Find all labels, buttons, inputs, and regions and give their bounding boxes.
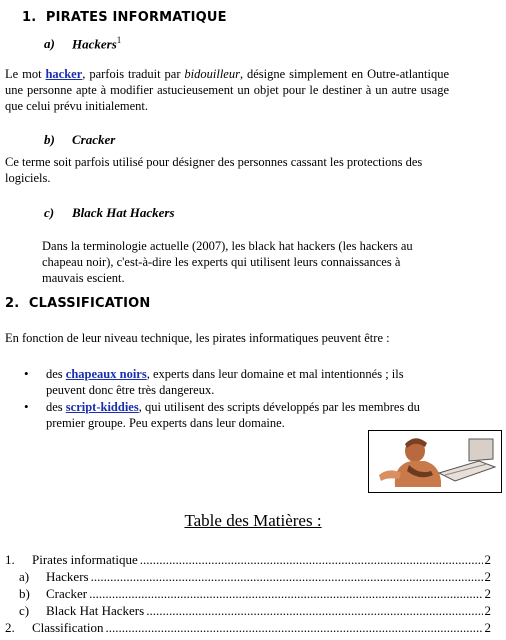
toc-entry-page: 2: [484, 569, 491, 584]
paragraph-cracker: Ce terme soit parfois utilisé pour désigner des personnes cassant les protections des logiciels.: [5, 155, 423, 185]
toc-leader-dots: [146, 602, 482, 619]
toc-leader-dots: [140, 551, 483, 568]
section-1-heading: [22, 10, 227, 25]
list-item-text: [46, 399, 444, 431]
toc-leader-dots: [91, 568, 483, 585]
bullet-dot-icon: •: [24, 366, 29, 381]
subheading-number: a): [44, 36, 55, 52]
toc-title: Table des Matières :: [184, 511, 322, 530]
list-text: , qui utilisent des scripts développés par les membres du premier groupe. Peu experts dans leur domaine.: [46, 400, 420, 430]
toc-entry-number: b): [19, 586, 30, 601]
toc-leader-dots: [106, 619, 483, 636]
paragraph-hackers: [5, 66, 449, 114]
toc-entry[interactable]: [5, 585, 491, 602]
toc-entry[interactable]: [5, 602, 491, 619]
list-item: [24, 399, 444, 431]
toc-leader-dots: [89, 585, 482, 602]
list-text: des: [46, 400, 66, 414]
link-chapeaux-noirs[interactable]: chapeaux noirs: [65, 367, 147, 381]
subheading-hackers: [44, 35, 121, 52]
link-hacker[interactable]: hacker: [45, 67, 83, 81]
monitor-shape: [469, 439, 493, 461]
subheading-title: Cracker: [72, 132, 116, 147]
paragraph-text: , désigne simplement en Outre-atlantique une personne apte à modifier astucieusement un objet pour le destiner à un autre usage que celui prévu initialement.: [5, 67, 449, 113]
toc-entry-page: 2: [484, 552, 491, 567]
toc-entry-page: 2: [484, 620, 491, 635]
paragraph-black-hat: Dans la terminologie actuelle (2007), les black hat hackers (les hackers au chapeau noir), c'est-à-dire les experts qui utilisent leurs connaissances à mauvais escient.: [42, 239, 413, 285]
paragraph-text: Le mot: [5, 67, 46, 81]
clipart-image: [369, 431, 501, 492]
link-script-kiddies[interactable]: script-kiddies: [65, 400, 139, 414]
table-of-contents: [5, 551, 491, 636]
toc-entry-label: Cracker: [46, 586, 88, 601]
section-2-heading: [5, 296, 150, 311]
toc-entry[interactable]: [5, 551, 491, 568]
bullet-dot-icon: •: [24, 399, 29, 414]
list-item: [24, 366, 444, 398]
toc-entry-number: 2.: [5, 620, 15, 635]
subheading-title: Hackers: [72, 36, 117, 52]
list-text: des: [46, 367, 66, 381]
section-1-number: 1.: [22, 10, 37, 25]
toc-entry-number: c): [19, 603, 30, 618]
toc-entry-page: 2: [484, 603, 491, 618]
subheading-cracker: [44, 132, 115, 148]
bullet-list: [24, 366, 444, 431]
subheading-number: b): [44, 132, 55, 147]
toc-entry-number: 1.: [5, 552, 15, 567]
toc-entry[interactable]: [5, 568, 491, 585]
toc-entry[interactable]: [5, 619, 491, 636]
section-2-number: 2.: [5, 296, 20, 311]
footnote-marker[interactable]: 1: [116, 35, 122, 45]
subheading-number: c): [44, 205, 55, 220]
italic-term: bidouilleur: [184, 67, 240, 81]
section-2-title: CLASSIFICATION: [28, 296, 151, 311]
toc-entry-label: Hackers: [46, 569, 89, 584]
paragraph-text: , parfois traduit par: [82, 67, 185, 81]
toc-entry-number: a): [19, 569, 30, 584]
list-item-text: [46, 366, 444, 398]
section-1-title: PIRATES INFORMATIQUE: [45, 10, 227, 25]
subheading-black-hat: [44, 205, 175, 221]
toc-entry-label: Black Hat Hackers: [46, 603, 145, 618]
toc-entry-label: Classification: [32, 620, 104, 635]
toc-entry-label: Pirates informatique: [32, 552, 138, 567]
classification-intro: En fonction de leur niveau technique, les pirates informatiques peuvent être :: [5, 331, 390, 345]
subheading-title: Black Hat Hackers: [72, 205, 175, 220]
hacker-clipart: [368, 430, 502, 493]
list-text: , experts dans leur domaine et mal intentionnés ; ils peuvent donc être très dangereux.: [46, 367, 404, 397]
toc-entry-page: 2: [484, 586, 491, 601]
